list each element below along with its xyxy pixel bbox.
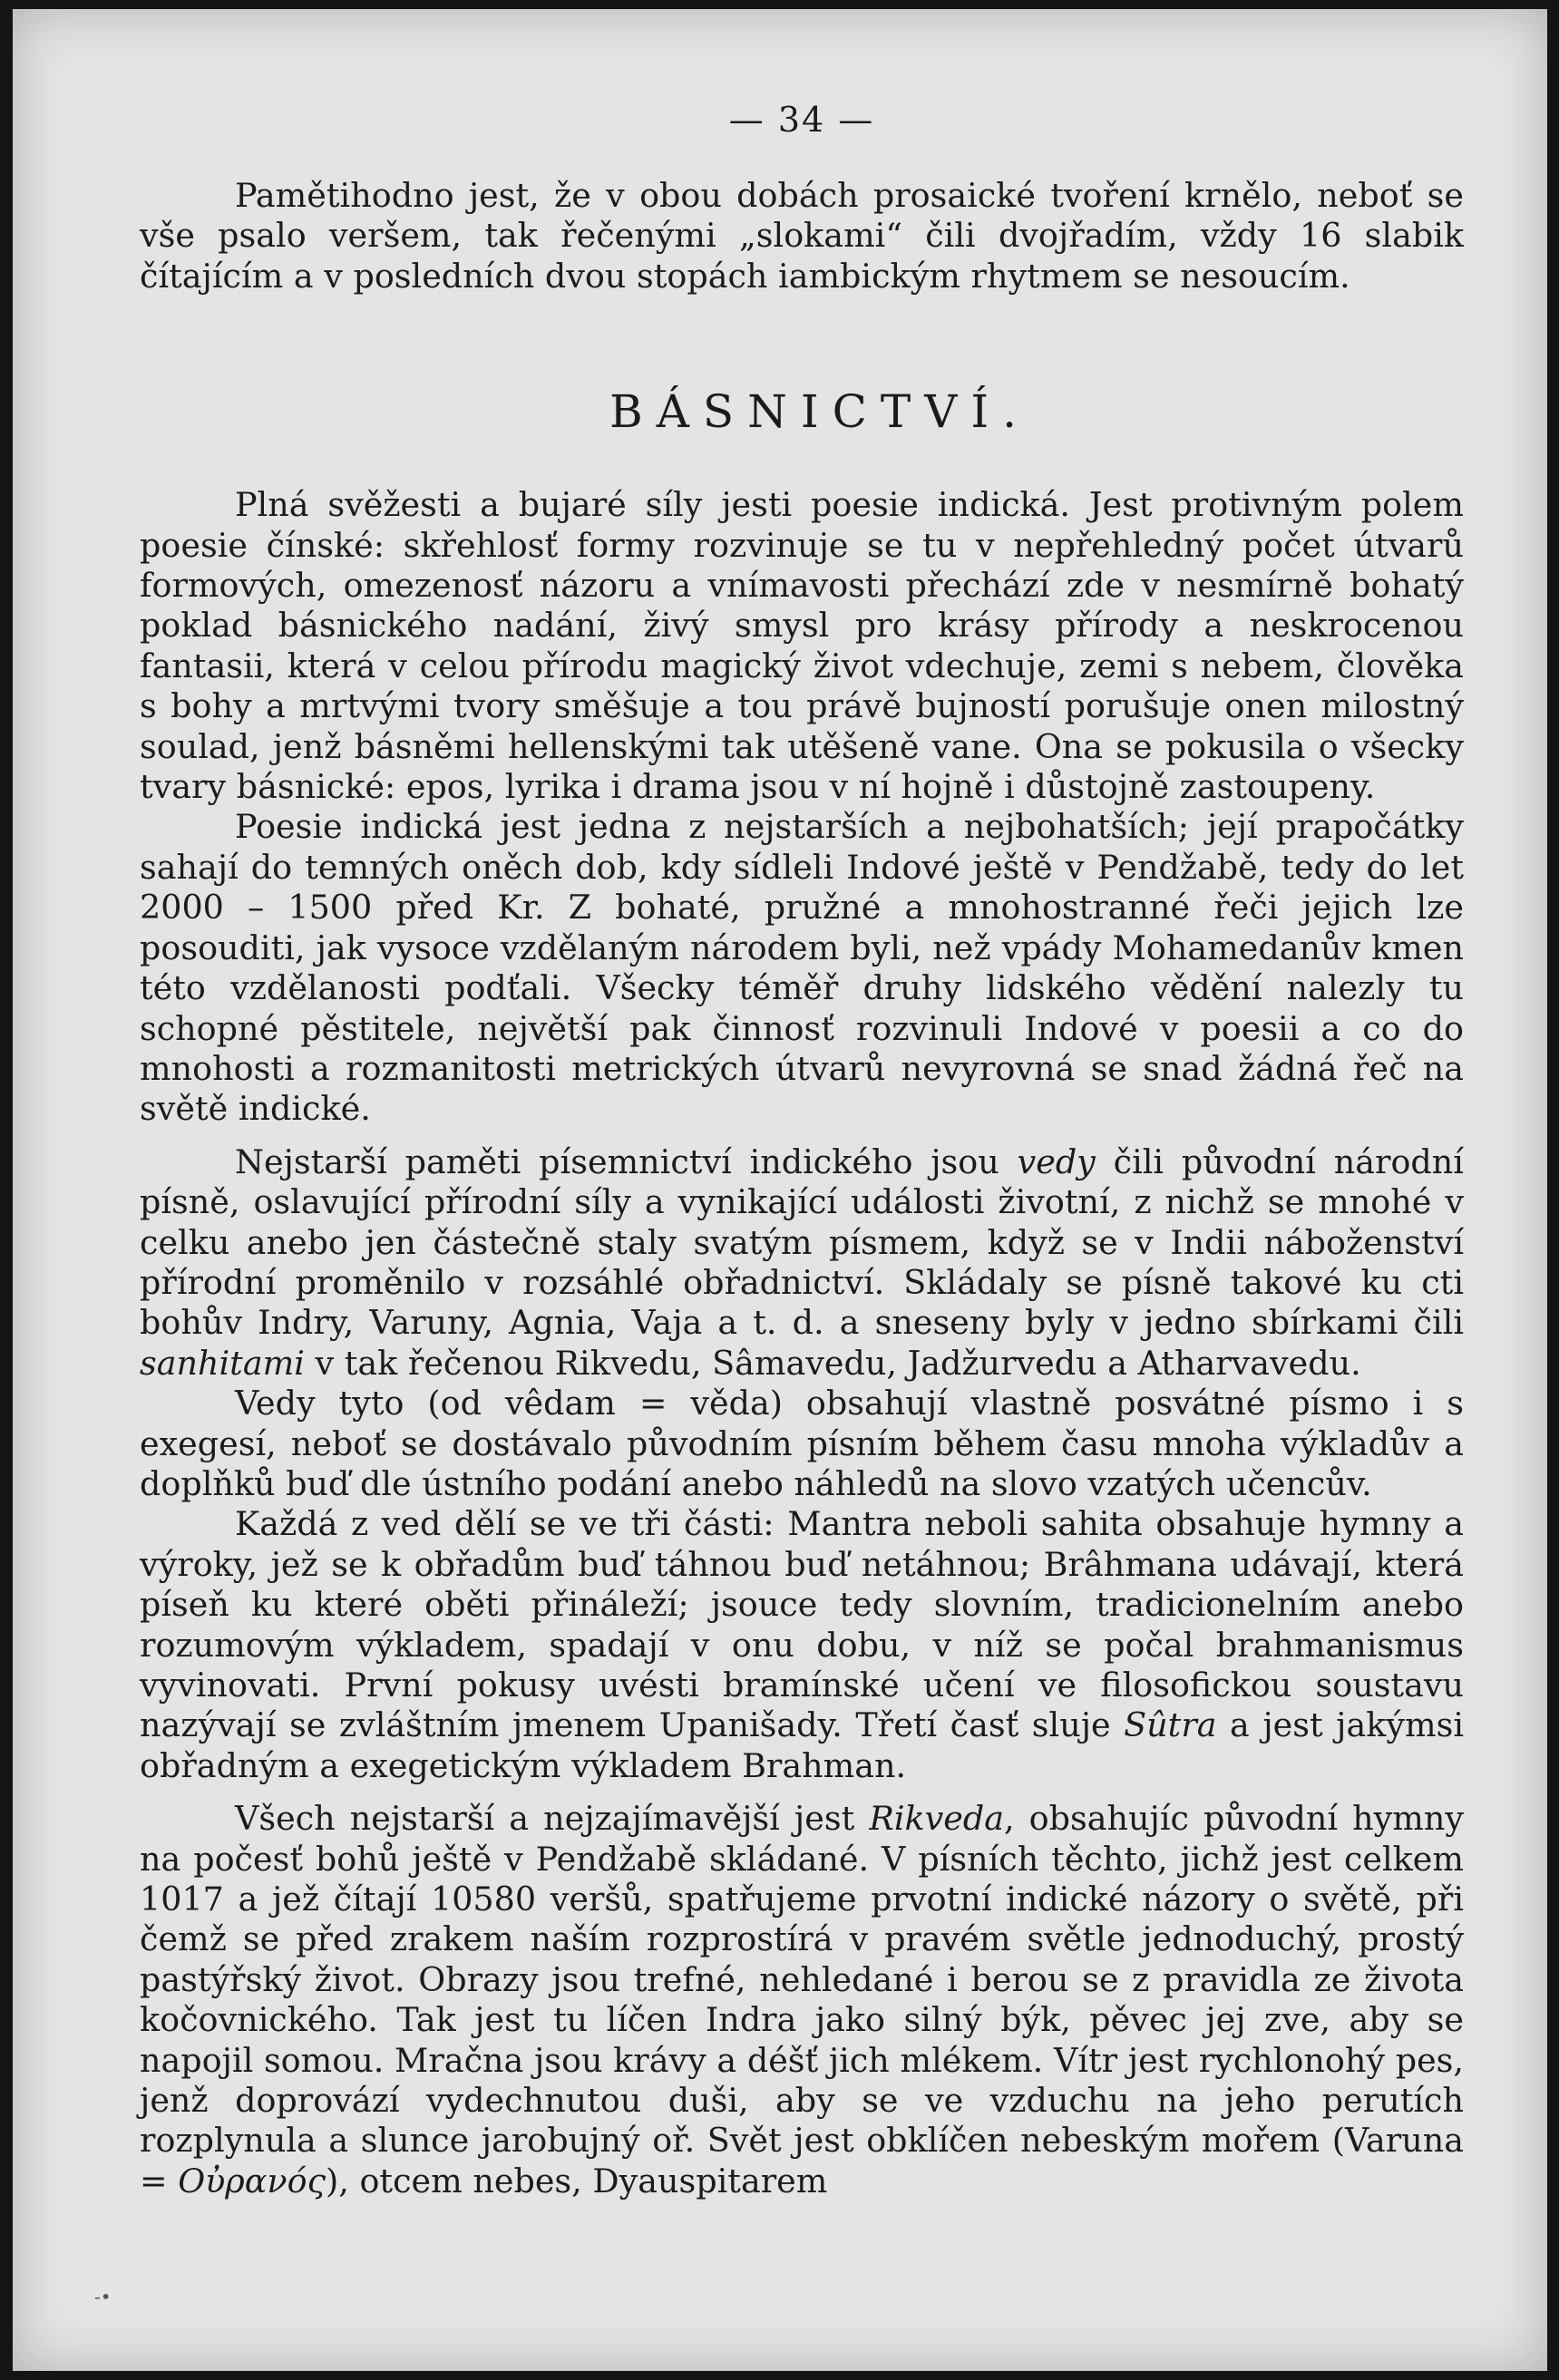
paragraph-6-start: Všech nejstarší a nejzajímavější jest [235, 1799, 870, 1839]
paragraph-5-start: Každá z ved dělí se ve tři části: Mantra neboli sahita obsahuje hymny a výroky, jež se k obřadům buď táhnou buď netáhnou; Brâhmana udávají, která píseň ku které oběti přináleží; jsouce tedy slovním, tradicionelním anebo rozumovým výkladem, spadají v onu dobu, v níž se počal brahmanismus vyvinovati. První pokusy uvésti bramínské učení ve filosofickou soustavu nazývají se zvláštním jmenem Upanišady. Třetí časť sluje [140, 1504, 1464, 1745]
paragraph-2: Poesie indická jest jedna z nejstarších a nejbohatších; její prapočátky sahají do temných oněch dob, kdy sídleli Indové ještě v Pendžabě, tedy do let 2000 – 1500 před Kr. Z bohaté, pružné a mnohostranné řeči jejich lze posouditi, jak vysoce vzdělaným národem byli, než vpády Mohamedanův kmen této vzdělanosti podťali. Všecky téměř druhy lidského vědění nalezly tu schopné pěstitele, největší pak činnosť rozvinuli Indové v poesii a co do mnohosti a rozmanitosti metrických útvarů nevyrovná se snad žádná řeč na světě indické. [140, 807, 1464, 1129]
page-content [140, 100, 1464, 2201]
paragraph-3-middle: čili původní národní písně, oslavující přírodní síly a vynikající události životní, z nichž se mnohé v celku anebo jen částečně staly svatým písmem, když se v Indii náboženství přírodní proměnilo v rozsáhlé obřadnictví. Skládaly se písně takové ku cti bohův Indry, Varuny, Agnia, Vaja a t. d. a sneseny byly v jedno sbírkami čili [140, 1141, 1464, 1343]
paragraph-3 [140, 1142, 1464, 1384]
emphasis-sanhitami: sanhitami [140, 1343, 305, 1383]
paragraph-5 [140, 1504, 1464, 1786]
book-page [13, 9, 1547, 2371]
paragraph-4: Vedy tyto (od vêdam = věda) obsahují vlastně posvátné písmo i s exegesí, neboť se dostávalo původním písním během času mnoha výkladův a doplňků buď dle ústního podání anebo náhledů na slovo vzatých učencův. [140, 1384, 1464, 1503]
section-heading: BÁSNICTVÍ. [609, 385, 1030, 439]
intro-paragraph: Pamětihodno jest, že v obou dobách prosaické tvoření krnělo, neboť se vše psalo veršem, tak řečenými „slokami“ čili dvojřadím, vždy 16 slabik čítajícím a v posledních dvou stopách iambickým rhytmem se nesoucím. [140, 176, 1464, 296]
paragraph-6-middle: , obsahujíc původní hymny na počesť bohů ještě v Pendžabě skládané. V písních těchto, jichž jest celkem 1017 a jež čítají 10580 veršů, spatřujeme prvotní indické názory o světě, při čemž se před zrakem naším rozprostírá v pravém světle jednoduchý, prostý pastýřský život. Obrazy jsou trefné, nehledané i berou se z pravidla ze života kočovnického. Tak jest tu líčen Indra jako silný býk, pěvec jej zve, aby se napojil somou. Mračna jsou krávy a déšť jich mlékem. Vítr jest rychlonohý pes, jenž doprovází vydechnutou duši, aby se ve vzduchu na jeho perutích rozplynula a slunce jarobujný oř. Svět jest obklíčen nebeským mořem (Varuna = [140, 1799, 1465, 2200]
paragraph-3-start: Nejstarší paměti písemnictví indického jsou [235, 1141, 1018, 1181]
page-number: — 34 — [728, 100, 875, 140]
emphasis-vedy: vedy [1017, 1141, 1096, 1181]
emphasis-ouranos: Οὐρανός [178, 2161, 326, 2200]
paragraph-5-end: a jest jakýmsi obřadným a exegetickým výkladem Brahman. [140, 1705, 1464, 1785]
emphasis-sutra: Sûtra [1124, 1705, 1217, 1745]
paragraph-6 [140, 1799, 1464, 2201]
paragraph-6-end: ), otcem nebes, Dyauspitarem [326, 2161, 828, 2200]
paragraph-1: Plná svěžesti a bujaré síly jesti poesie indická. Jest protivným polem poesie čínské: skřehlosť formy rozvinuje se tu v nepřehledný počet útvarů formových, omezenosť názoru a vnímavosti přechází zde v nesmírně bohatý poklad básnického nadání, živý smysl pro krásy přírody a neskrocenou fantasii, která v celou přírodu magický život vdechuje, zemi s nebem, člověka s bohy a mrtvými tvory směšuje a tou právě bujností porušuje onen milostný soulad, jenž básněmi hellenskými tak utěšeně vane. Ona se pokusila o všecky tvary básnické: epos, lyrika i drama jsou v ní hojně i důstojně zastoupeny. [140, 485, 1464, 807]
footer-mark: -• [94, 2286, 112, 2307]
paragraph-3-end: v tak řečenou Rikvedu, Sâmavedu, Jadžurvedu a Atharvavedu. [304, 1343, 1361, 1383]
emphasis-rikveda: Rikveda [869, 1799, 1004, 1839]
